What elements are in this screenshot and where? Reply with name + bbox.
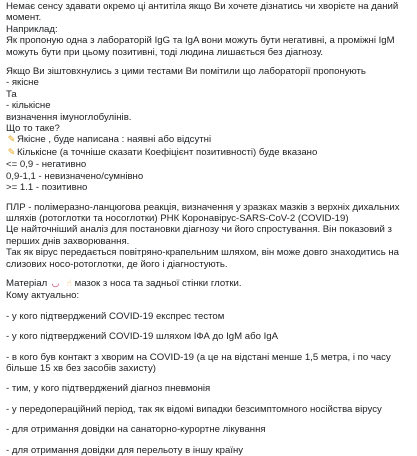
- text-line: - кількісне: [6, 100, 51, 112]
- list-item-line: більше 15 хв без засобів захисту): [6, 362, 156, 374]
- pointing-finger-icon: ☝: [66, 278, 72, 289]
- text-line: ПЛР - полімеразно-ланцюгова реакція, визначення у зразках мазків з верхніх дихальних: [6, 201, 400, 213]
- text-line: шляхів (ротоглотки та носоглотки) РНК Коронавірус-SARS-CoV-2 (COVID-19): [6, 212, 349, 224]
- example-heading: Наприклад:: [6, 23, 58, 35]
- qualitative-line: [6, 134, 411, 146]
- text-line: - якісне: [6, 77, 39, 89]
- quantitative-line: [6, 147, 411, 159]
- list-item-line: - у передопераційний період, так як відомі випадки безсимптомного носійства вірусу: [6, 403, 382, 415]
- list-item: [6, 424, 411, 435]
- list-item: [6, 352, 411, 375]
- pencil-icon: ✎: [7, 135, 16, 146]
- range-line: >= 1.1 - позитивно: [6, 182, 88, 194]
- list-item: [6, 445, 411, 456]
- list-item-line: - у кого підтверджений COVID-19 шляхом ІФА до IgM або IgA: [6, 331, 279, 343]
- list-item-line: - для отримання довідки на санаторно-курортне лікування: [6, 424, 266, 436]
- text-line: Це найточніший аналіз для постановки діагнозу чи його спростування. Він показовий з: [6, 224, 392, 236]
- list-item-line: - тим, у кого підтверджений діагноз пневмонія: [6, 383, 211, 395]
- lab-paragraph: [6, 66, 411, 193]
- text-line: Якщо Ви зіштовхнулись з цими тестами Ви помітили що лабораторії пропонують: [6, 66, 366, 78]
- text-line: визначення імуноглобулінів.: [6, 111, 132, 123]
- range-line: 0,9-1,1 - невизначено/сумнівно: [6, 170, 144, 182]
- list-item-line: - в кого був контакт з хворим на COVID-19 (а це на відстані менше 1,5 метра, і по часу: [6, 351, 391, 363]
- text-line: перших днів захворювання.: [6, 235, 130, 247]
- text-line: Немає сенсу здавати окремо ці антитіла якщо Ви хочете дізнатись чи хворієте на даний: [6, 1, 399, 12]
- pcr-paragraph: [6, 202, 411, 270]
- material-text: мазок з носа та задньої стінки глотки.: [74, 277, 242, 289]
- list-item-line: - для отримання довідки для перельоту в іншу країну: [6, 444, 244, 456]
- who-heading: Кому актуально:: [6, 290, 80, 302]
- quantitative-text: Кількісне (а точніше сказати Коефіцієнт позитивності) буде вказано: [17, 146, 318, 158]
- audience-list: [6, 311, 411, 456]
- text-line: момент.: [6, 12, 42, 24]
- material-prefix: Матеріал: [6, 277, 48, 289]
- text-line: Так як вірус передається повітряно-крапельним шляхом, він може довго знаходитись на: [6, 247, 400, 259]
- list-item-line: - у кого підтверджений COVID-19 експрес тестом: [6, 310, 225, 322]
- intro-paragraph: [6, 1, 411, 24]
- list-item: [6, 404, 411, 415]
- example-paragraph: [6, 24, 411, 58]
- text-line: слизових носо-ротоглотки, де його і діагностують.: [6, 258, 228, 270]
- material-paragraph: [6, 278, 411, 302]
- pencil-icon: ✎: [7, 147, 16, 158]
- text-line: Що то таке?: [6, 123, 60, 135]
- range-line: <= 0,9 - негативно: [6, 159, 87, 171]
- list-item: [6, 383, 411, 394]
- text-line: Як пропоную одна з лабораторій IgG та IgA вони можуть бути негативні, а проміжні IgM: [6, 35, 395, 47]
- material-line: [6, 278, 411, 290]
- qualitative-text: Якісне , буде написана : наявні або відсутні: [17, 134, 212, 146]
- text-line: Та: [6, 88, 17, 100]
- list-item: [6, 331, 411, 342]
- text-line: можуть бути при цьому позитивні, тоді людина лишається без діагнозу.: [6, 46, 324, 58]
- list-item: [6, 311, 411, 322]
- lips-icon: ◡: [51, 278, 60, 289]
